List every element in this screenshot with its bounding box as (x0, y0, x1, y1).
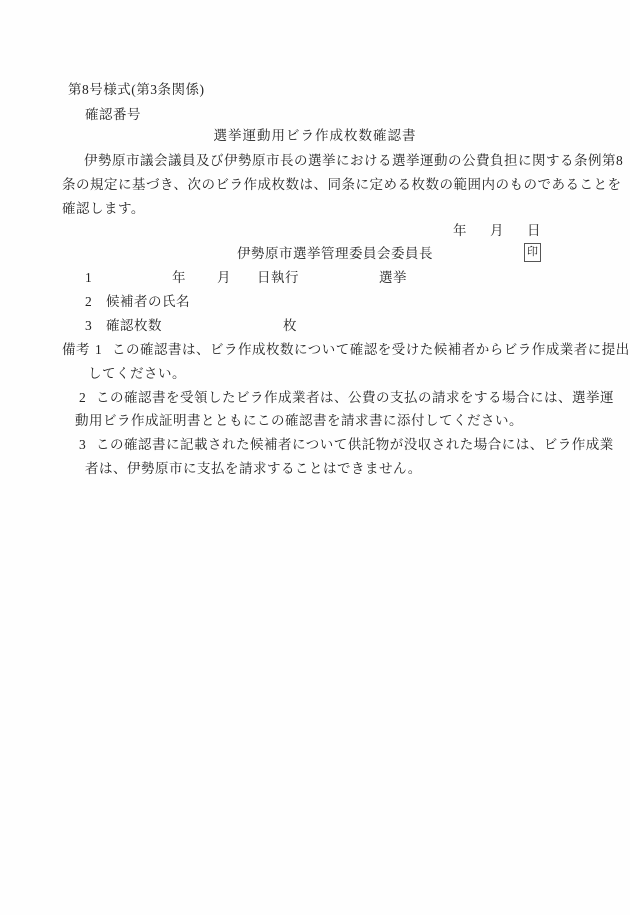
confirmation-number-label: 確認番号 (85, 107, 141, 122)
remark-3-line-1: この確認書に記載された候補者について供託物が没収された場合には、ビラ作成業 (96, 437, 614, 452)
date-year-label: 年 (453, 223, 467, 238)
item-1-day-executed-label: 日執行 (257, 270, 299, 285)
remark-1-number: 1 (95, 342, 103, 357)
remark-1-line-2: してください。 (88, 366, 186, 381)
issuer-title: 伊勢原市選挙管理委員会委員長 (237, 246, 433, 261)
remark-3-number: 3 (79, 437, 87, 452)
seal-box (524, 243, 541, 262)
item-3-label: 確認枚数 (106, 318, 162, 333)
remark-2-number: 2 (79, 390, 87, 405)
seal-glyph: 印 (527, 246, 538, 258)
remark-3-line-2: 者は、伊勢原市に支払を請求することはできません。 (85, 461, 422, 476)
document-title: 選挙運動用ビラ作成枚数確認書 (213, 128, 417, 143)
item-1-election-label: 選挙 (379, 270, 407, 285)
item-3-unit-label: 枚 (283, 318, 297, 333)
body-line-2: 条の規定に基づき、次のビラ作成枚数は、同条に定める枚数の範囲内のものであることを (62, 177, 622, 192)
body-line-3: 確認します。 (62, 201, 145, 216)
date-day-label: 日 (527, 223, 541, 238)
remark-1-line-1: この確認書は、ビラ作成枚数について確認を受けた候補者からビラ作成業者に提出 (112, 342, 630, 357)
remarks-heading: 備考 (62, 342, 90, 357)
date-month-label: 月 (490, 223, 504, 238)
item-2-number: 2 (85, 294, 93, 309)
item-1-month-label: 月 (217, 270, 231, 285)
remark-2-line-1: この確認書を受領したビラ作成業者は、公費の支払の請求をする場合には、選挙運 (96, 390, 614, 405)
item-1-number: 1 (85, 270, 93, 285)
item-2-label: 候補者の氏名 (106, 294, 190, 309)
remark-2-line-2: 動用ビラ作成証明書とともにこの確認書を請求書に添付してください。 (75, 413, 523, 428)
form-number: 第8号様式(第3条関係) (68, 82, 205, 97)
body-line-1: 伊勢原市議会議員及び伊勢原市長の選挙における選挙運動の公費負担に関する条例第8 (84, 153, 624, 168)
item-1-year-label: 年 (172, 270, 186, 285)
item-3-number: 3 (85, 318, 93, 333)
